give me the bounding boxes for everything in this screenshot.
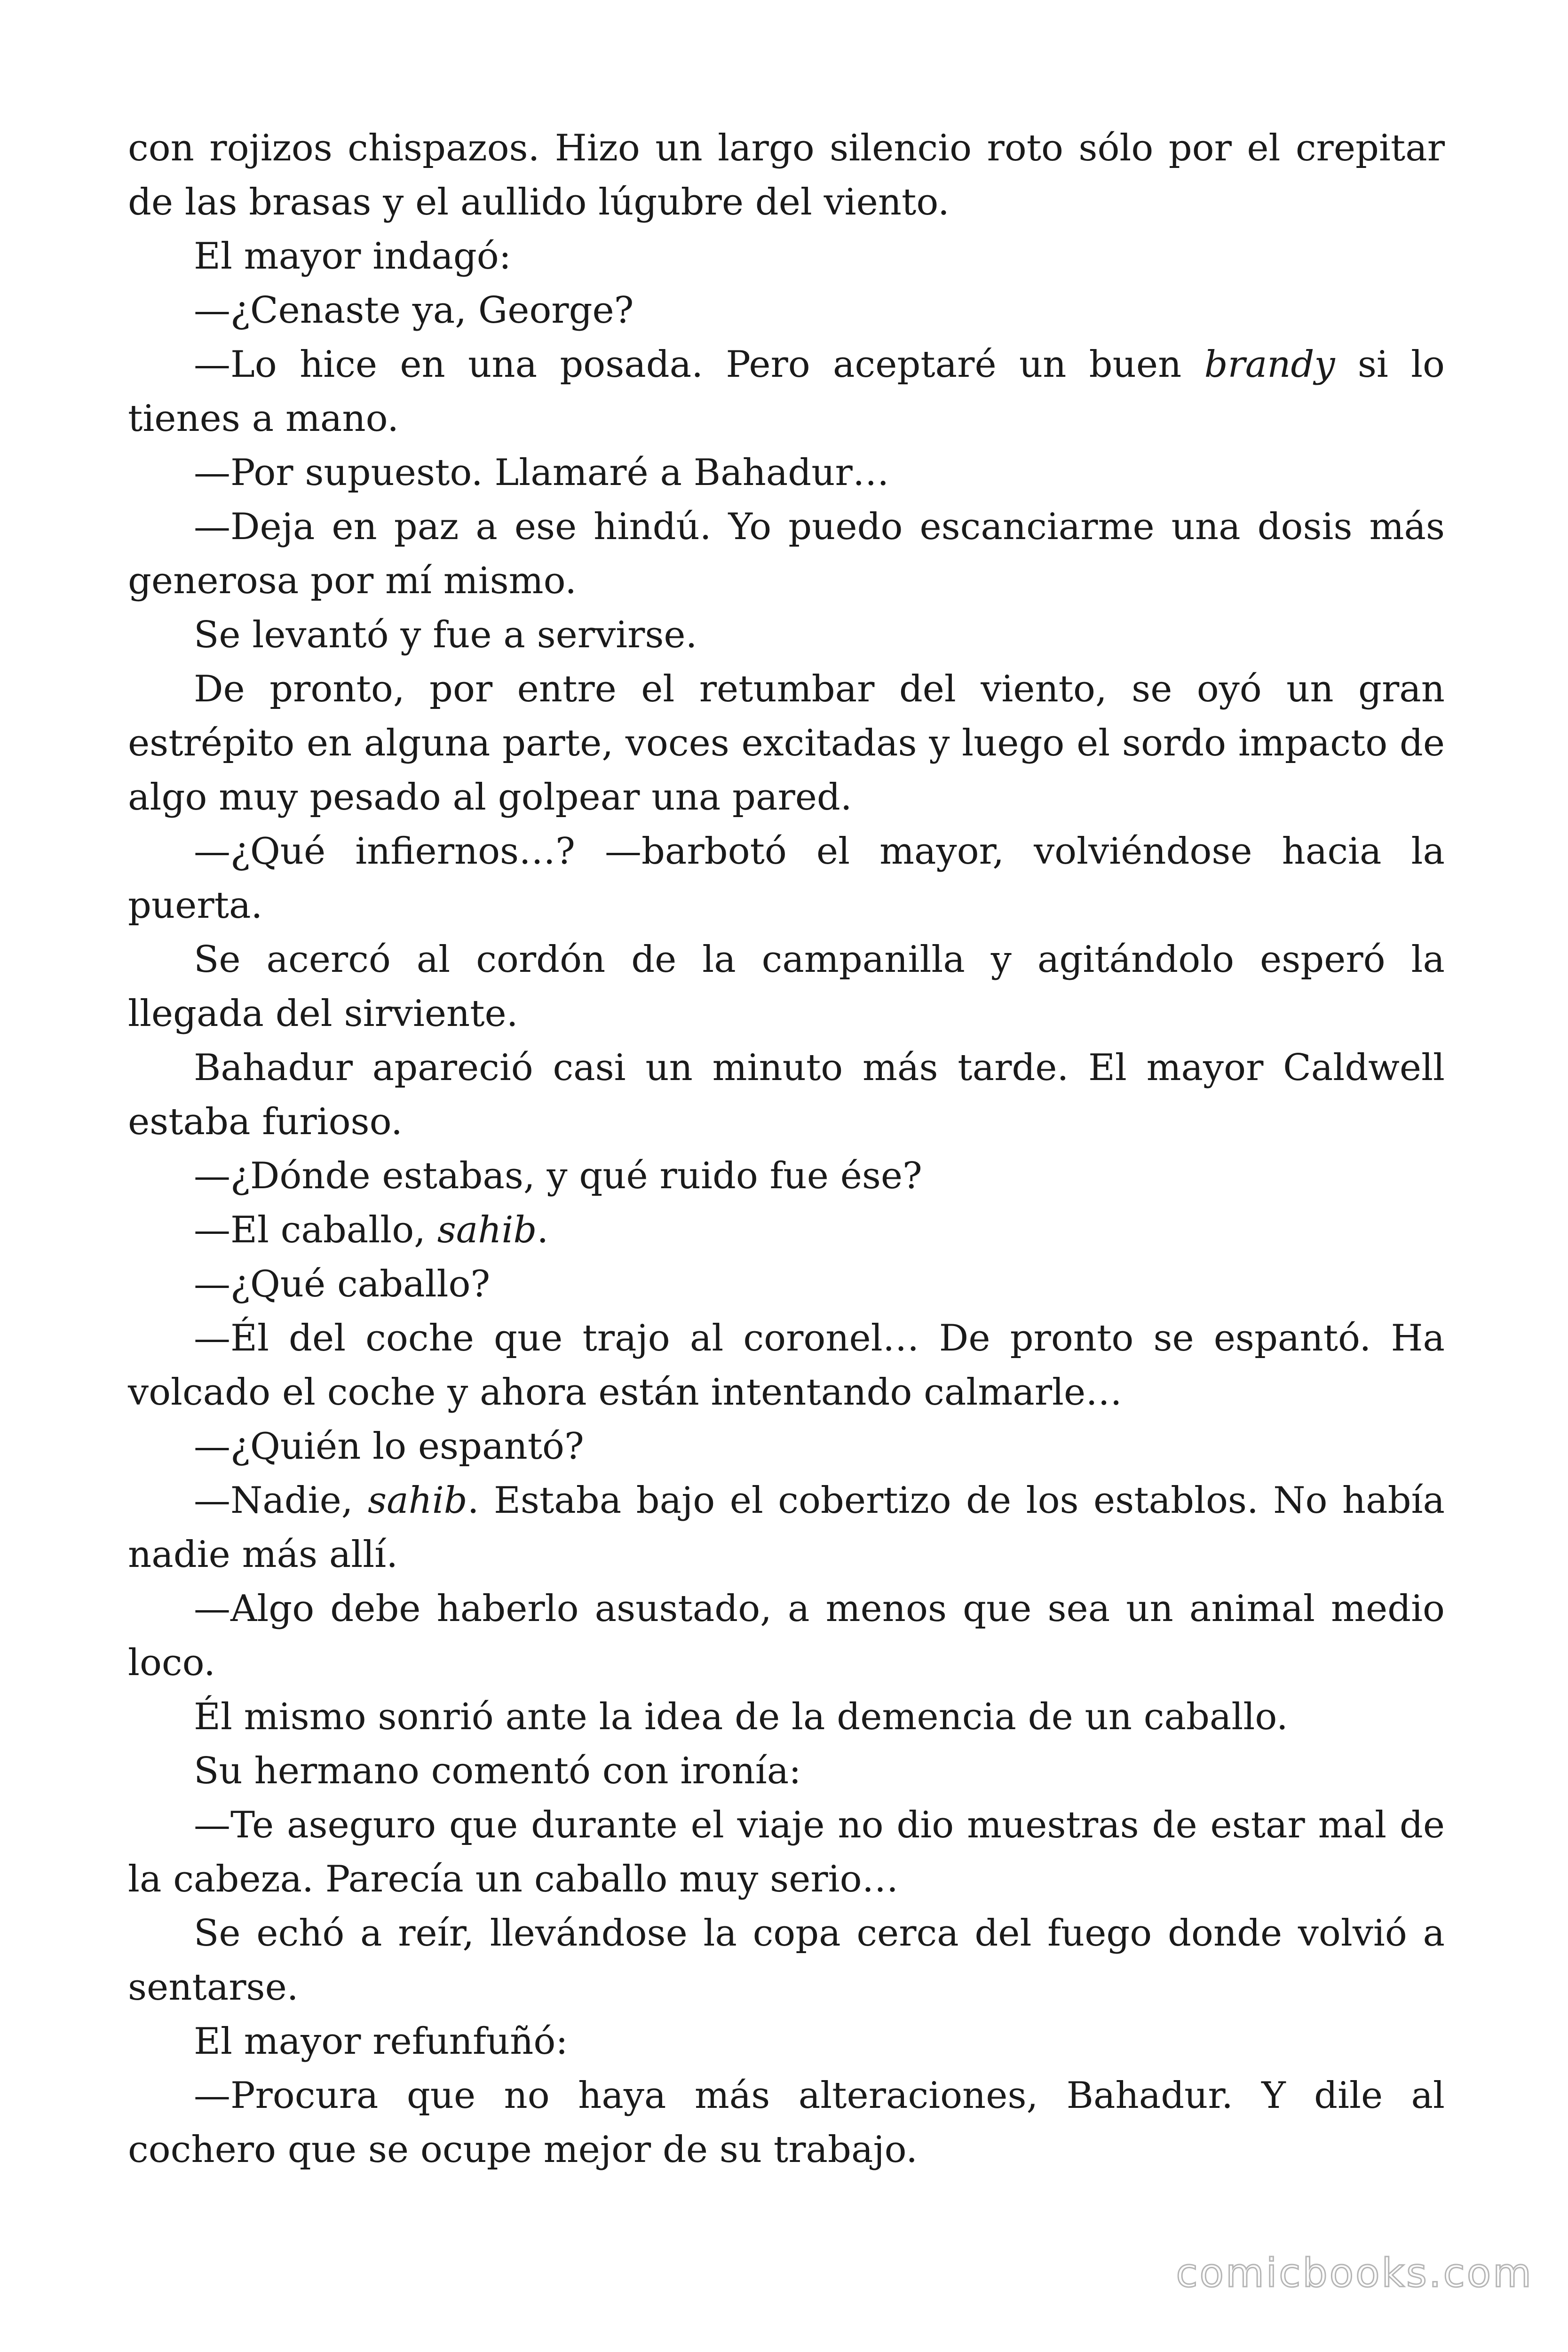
text-run: —¿Quién lo espantó? [194,1425,584,1468]
paragraph [128,1474,1445,1582]
paragraph [128,446,1445,500]
text-run: . Estaba bajo el cobertizo de los establos. No había nadie más allí. [128,1479,1445,1576]
paragraph [128,1149,1445,1203]
paragraph [128,608,1445,662]
text-run: Se acercó al cordón de la campanilla y agitándolo esperó la llegada del sirviente. [128,938,1445,1035]
paragraph [128,2069,1445,2177]
text-run: El mayor indagó: [194,235,512,278]
text-run: —¿Dónde estabas, y qué ruido fue ése? [194,1155,922,1197]
text-run: —¿Qué caballo? [194,1263,491,1305]
text-run: —Procura que no haya más alteraciones, Bahadur. Y dile al cochero que se ocupe mejor de su trabajo. [128,2074,1445,2171]
paragraph [128,1041,1445,1149]
paragraph [128,1582,1445,1690]
paragraph [128,1798,1445,1907]
paragraph [128,1203,1445,1257]
paragraph [128,2015,1445,2069]
text-run: —Él del coche que trajo al coronel… De pronto se espantó. Ha volcado el coche y ahora están intentando calmarle… [128,1317,1445,1414]
text-run: Su hermano comentó con ironía: [194,1750,801,1792]
text-run: El mayor refunfuñó: [194,2020,568,2063]
paragraph [128,500,1445,608]
text-run: —¿Cenaste ya, George? [194,289,634,332]
paragraph [128,662,1445,825]
text-run: Se levantó y fue a servirse. [194,614,697,656]
text-run: —Nadie, [194,1479,368,1522]
text-run: —Deja en paz a ese hindú. Yo puedo escanciarme una dosis más generosa por mí mismo. [128,506,1445,602]
paragraph [128,230,1445,284]
page-text [128,121,1445,2177]
text-run: si lo tienes a mano. [128,343,1445,440]
italic-text: brandy [1204,343,1335,386]
paragraph [128,1744,1445,1798]
text-run: De pronto, por entre el retumbar del viento, se oyó un gran estrépito en alguna parte, voces excitadas y luego el sordo impacto de algo muy pesado al golpear una pared. [128,668,1445,818]
paragraph [128,1907,1445,2015]
italic-text: sahib [437,1209,537,1251]
text-run: —Por supuesto. Llamaré a Bahadur… [194,452,889,494]
paragraph [128,1420,1445,1474]
text-run: —Algo debe haberlo asustado, a menos que sea un animal medio loco. [128,1588,1445,1684]
paragraph [128,121,1445,230]
text-run: . [537,1209,549,1251]
italic-text: sahib [368,1479,467,1522]
paragraph [128,825,1445,933]
text-run: —El caballo, [194,1209,437,1251]
watermark-logo: comicbooks.com [1176,2250,1533,2296]
text-run: con rojizos chispazos. Hizo un largo silencio roto sólo por el crepitar de las brasas y el aullido lúgubre del viento. [128,127,1445,223]
text-run: Se echó a reír, llevándose la copa cerca del fuego donde volvió a sentarse. [128,1912,1445,2009]
text-run: Bahadur apareció casi un minuto más tarde. El mayor Caldwell estaba furioso. [128,1047,1445,1143]
text-run: —¿Qué infiernos…? —barbotó el mayor, volviéndose hacia la puerta. [128,830,1445,927]
text-run: Él mismo sonrió ante la idea de la demencia de un caballo. [194,1696,1288,1738]
paragraph [128,284,1445,338]
text-run: —Lo hice en una posada. Pero aceptaré un buen [194,343,1204,386]
text-run: —Te aseguro que durante el viaje no dio muestras de estar mal de la cabeza. Parecía un caballo muy serio… [128,1804,1445,1900]
paragraph [128,1690,1445,1744]
paragraph [128,933,1445,1041]
paragraph [128,1257,1445,1311]
paragraph [128,338,1445,446]
paragraph [128,1311,1445,1420]
